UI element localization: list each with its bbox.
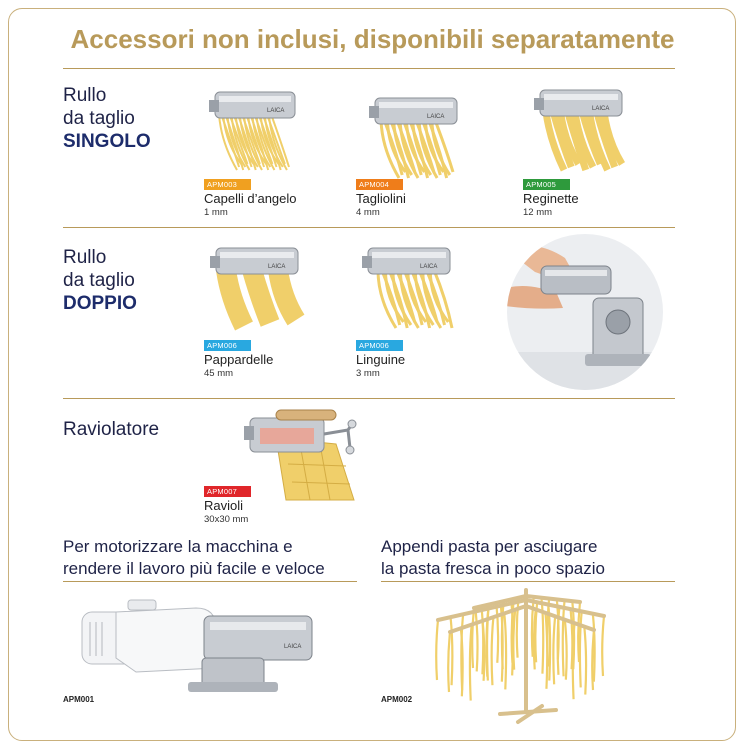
ravioli-maker-image [236,404,366,504]
pasta-strand [602,616,604,676]
section-heading-raviolatore: Raviolatore [63,419,160,440]
pasta-strand [476,611,478,671]
pasta-strand [504,613,506,689]
motor-divider [63,581,357,582]
pasta-strand [492,617,494,685]
item-ravioli [204,481,251,526]
pasta-strand [252,270,270,323]
brand-label: LAICA [420,264,438,270]
section-heading-singolo: Rullo da taglio SINGOLO [63,85,151,152]
brand-label: LAICA [284,644,302,650]
brand-label: LAICA [268,264,286,270]
drying-rack-image [430,586,630,726]
cutter-linguine-image [360,240,470,330]
pasta-strand [448,632,450,692]
cutter-capelli-image [205,82,315,172]
pasta-strand [563,600,565,676]
rack-divider [381,581,675,582]
page-title: Accessori non inclusi, disponibili separatamente [70,24,675,54]
cutter-reginette-image [530,82,640,172]
pasta-strand [481,606,483,674]
pasta-strand [425,120,443,172]
item-size: 12 mm [523,207,553,218]
brand-label: LAICA [427,114,445,120]
pasta-strand [565,620,567,680]
pasta-strand [545,613,547,689]
cutter-tagliolini-image [365,90,475,180]
item-code-badge: APM003 [204,179,251,190]
item-capelli [204,174,297,219]
section-divider [63,227,675,228]
item-size: 4 mm [356,207,380,218]
item-name: Ravioli [204,498,244,513]
pasta-strand [541,598,543,674]
pasta-strand [436,620,438,680]
pasta-strand [584,627,586,695]
pasta-strand [226,270,244,326]
section-heading-doppio: Rullo da taglio DOPPIO [63,247,137,314]
pasta-strand [381,120,399,178]
item-code-badge: APM005 [523,179,570,190]
pasta-strand [571,609,573,669]
pasta-motor-image [76,598,336,698]
pasta-strand [451,617,453,685]
rack-heading: Appendi pasta per asciugare la pasta fresca in poco spazio [381,537,605,578]
pasta-strand [496,603,498,663]
section-divider [63,398,675,399]
item-name: Capelli d’angelo [204,191,297,206]
pasta-strand [472,608,474,668]
pasta-strand [487,605,489,681]
title-divider [63,68,675,69]
item-code-badge: APM004 [356,179,403,190]
item-code-badge: APM007 [204,486,251,497]
item-reginette [523,174,579,219]
item-name: Tagliolini [356,191,406,206]
item-code-badge: APM006 [204,340,251,351]
item-size: 3 mm [356,368,380,379]
pasta-strand [580,611,582,687]
item-pappardelle [204,335,273,380]
item-name: Reginette [523,191,579,206]
motor-code: APM001 [63,695,95,704]
item-size: 1 mm [204,207,228,218]
brand-label: LAICA [267,108,285,114]
pasta-strand [278,270,296,320]
cutter-mounting-photo [505,232,665,392]
item-code-badge: APM006 [356,340,403,351]
item-name: Pappardelle [204,352,274,367]
item-linguine [356,335,405,380]
rack-code: APM002 [381,695,413,704]
item-size: 30x30 mm [204,514,249,525]
item-size: 45 mm [204,368,234,379]
item-name: Linguine [356,352,406,367]
item-tagliolini [356,174,406,219]
cutter-pappardelle-image [208,240,318,330]
pasta-strand [553,616,555,684]
brand-label: LAICA [592,106,610,112]
motor-heading: Per motorizzare la macchina e rendere il lavoro più facile e veloce [63,537,325,578]
